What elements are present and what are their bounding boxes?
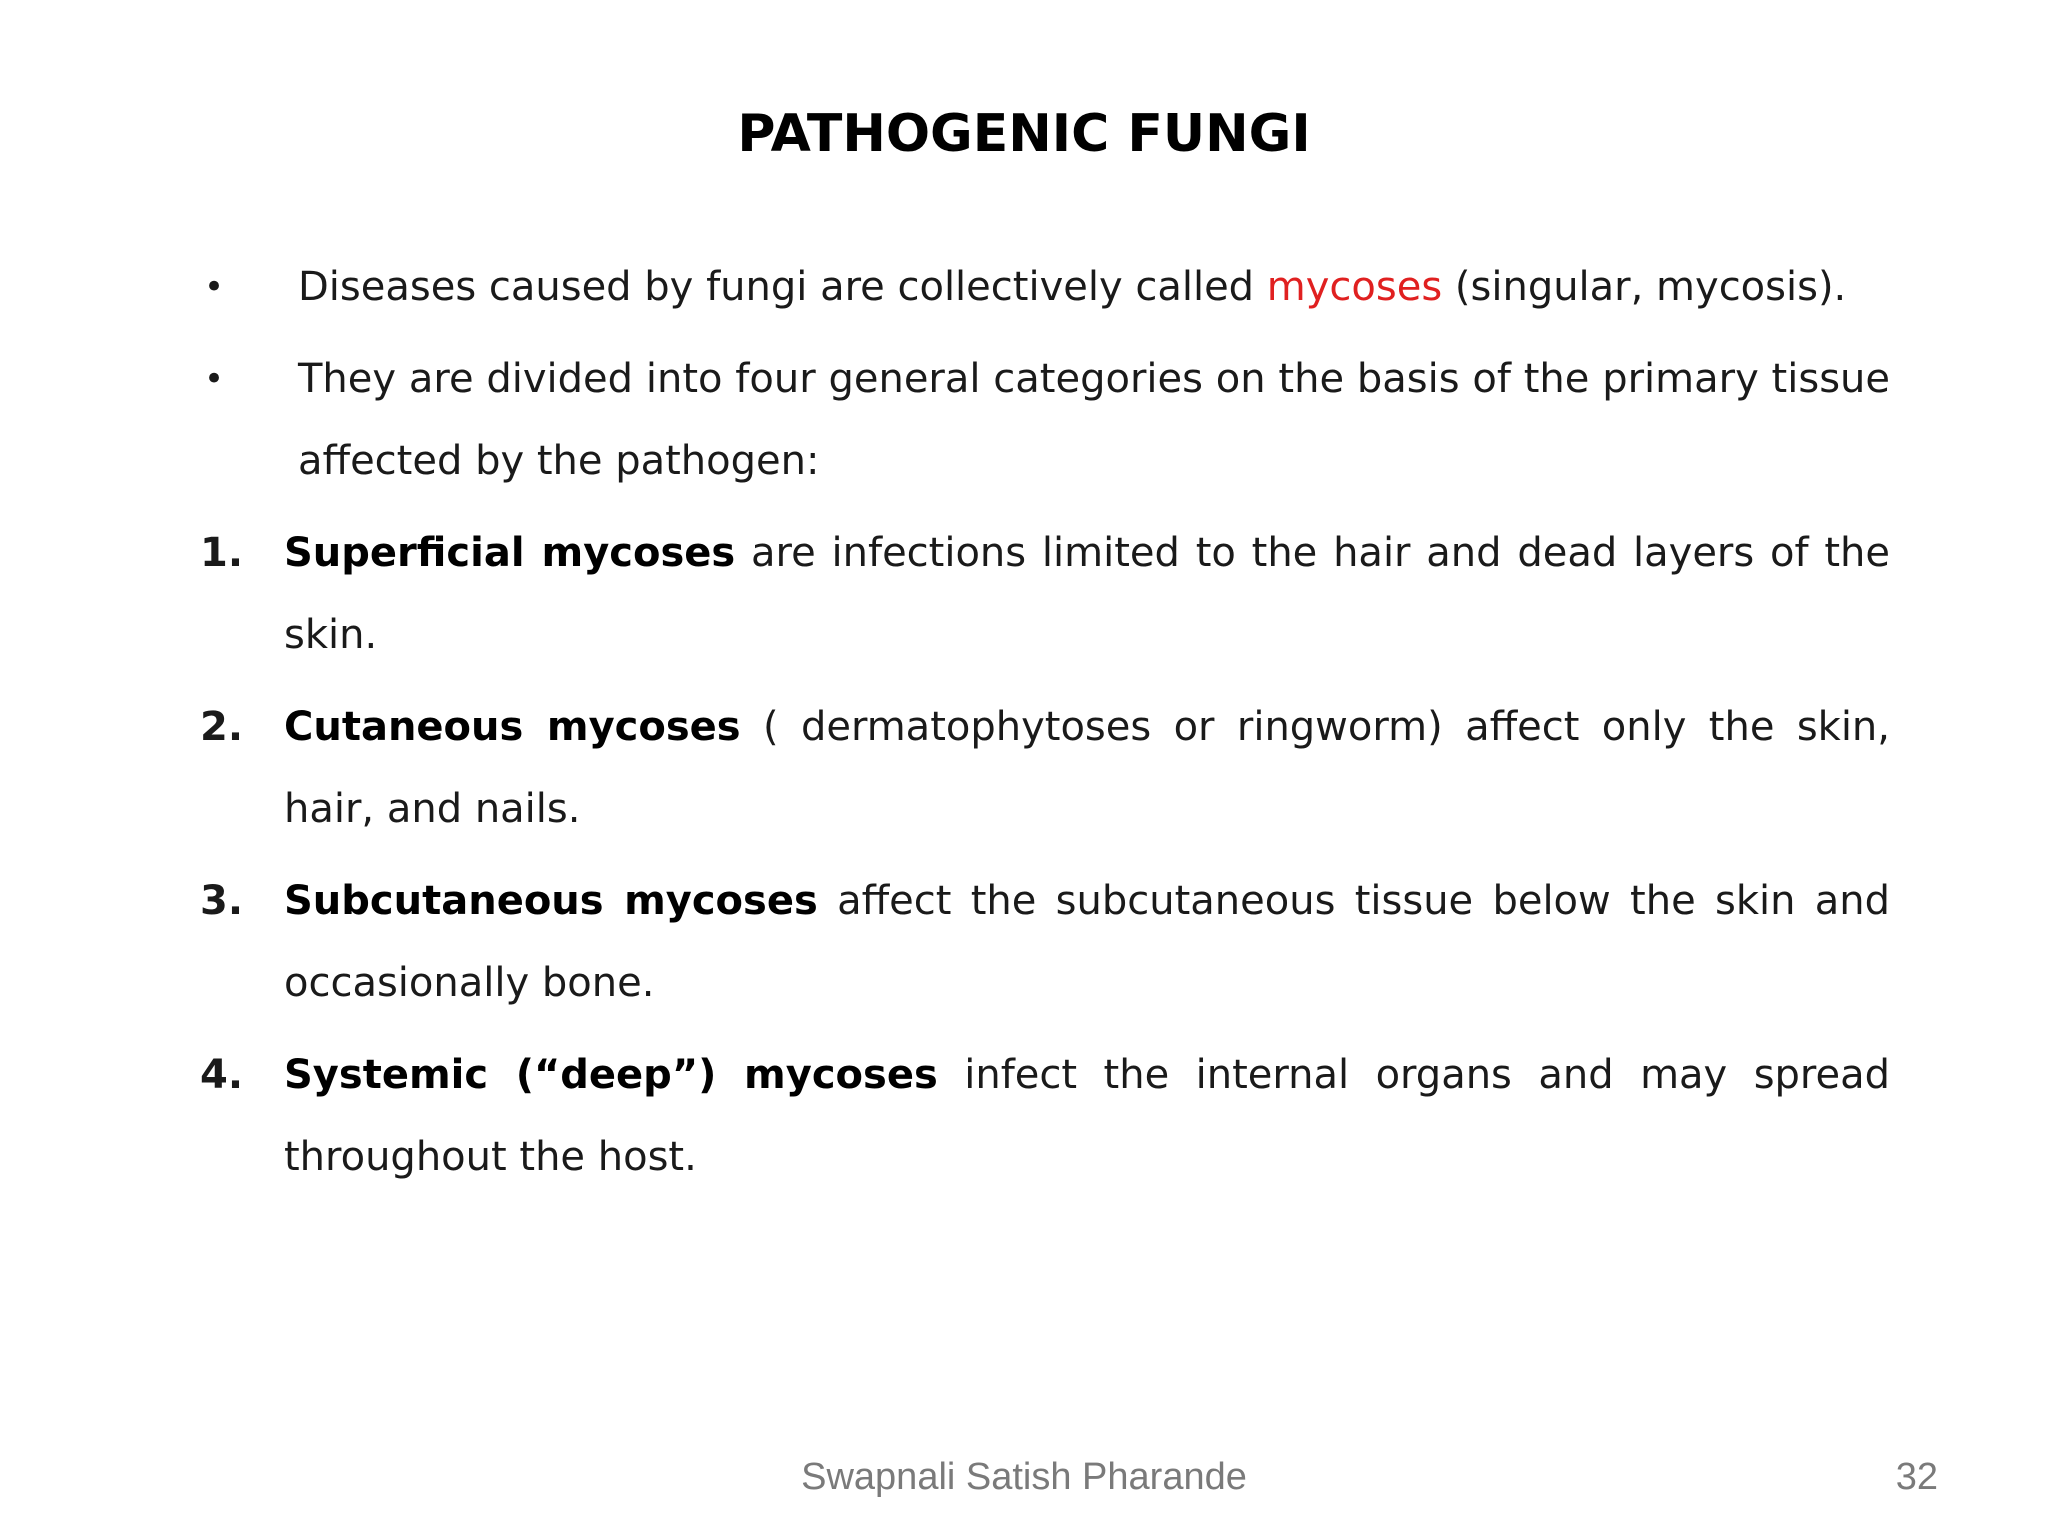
category-description: infect the internal organs and may spread throughout the host.: [284, 1052, 1891, 1180]
bullet-text: They are divided into four general categories on the basis of the primary tissue affected by the pathogen:: [298, 356, 1890, 484]
list-number: 1.: [200, 530, 244, 576]
list-item-systemic-mycoses: [200, 1034, 1890, 1198]
category-description: ( dermatophytoses or ringworm) affect only the skin, hair, and nails.: [284, 704, 1890, 832]
highlighted-term-mycoses: mycoses: [1266, 264, 1443, 310]
bullet-marker: •: [204, 267, 225, 307]
bullet-marker: •: [204, 359, 225, 399]
category-term: Subcutaneous mycoses: [284, 878, 818, 924]
page-number: 32: [1895, 1456, 1938, 1498]
category-description: are infections limited to the hair and dead layers of the skin.: [284, 530, 1890, 658]
list-item-subcutaneous-mycoses: [200, 860, 1890, 1024]
slide-body: [200, 246, 1890, 1208]
bullet-item-categories-intro: [200, 338, 1890, 502]
bullet-item-mycoses-definition: [200, 246, 1890, 328]
category-term: Cutaneous mycoses: [284, 704, 741, 750]
slide-title: PATHOGENIC FUNGI: [737, 104, 1311, 164]
list-item-superficial-mycoses: [200, 512, 1890, 676]
bullet-text-after: (singular, mycosis).: [1442, 264, 1847, 310]
bullet-text-before: Diseases caused by fungi are collectively called: [298, 264, 1267, 310]
category-description: affect the subcutaneous tissue below the skin and occasionally bone.: [284, 878, 1890, 1006]
category-term: Superficial mycoses: [284, 530, 736, 576]
list-number: 4.: [200, 1052, 244, 1098]
list-number: 2.: [200, 704, 244, 750]
list-number: 3.: [200, 878, 244, 924]
category-term: Systemic (“deep”) mycoses: [284, 1052, 938, 1098]
list-item-cutaneous-mycoses: [200, 686, 1890, 850]
footer-author: Swapnali Satish Pharande: [801, 1456, 1247, 1498]
